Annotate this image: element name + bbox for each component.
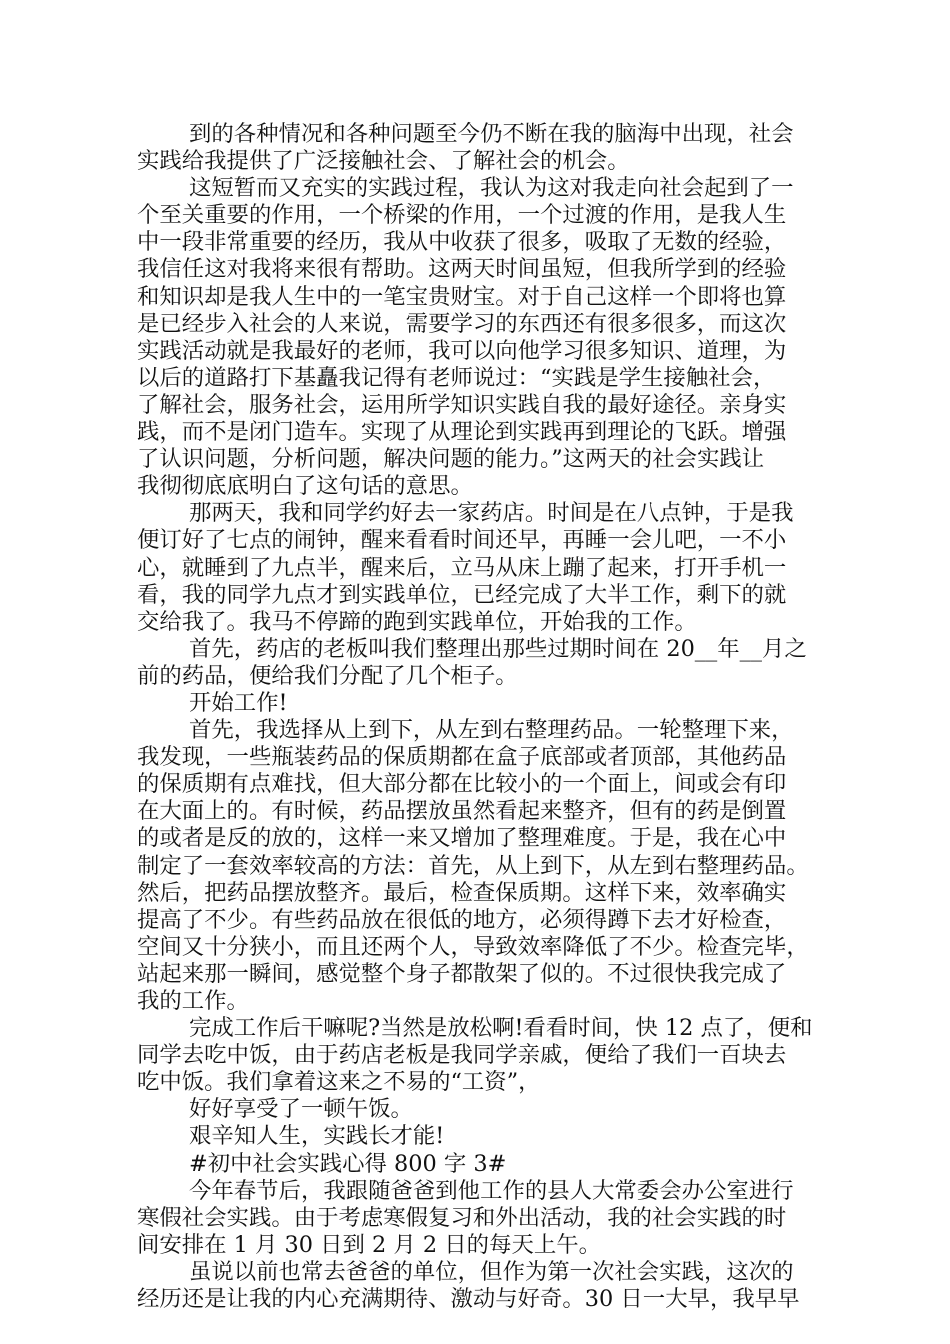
text-line: 看，我的同学九点才到实践单位，已经完成了大半工作，剩下的就: [137, 581, 787, 608]
text-line: 在大面上的。有时候，药品摆放虽然看起来整齐，但有的药是倒置: [137, 798, 787, 825]
text-line: 站起来那一瞬间，感觉整个身子都散架了似的。不过很快我完成了: [137, 960, 787, 987]
text-line: 艰辛知人生，实践长才能!: [189, 1123, 445, 1150]
text-line: 实践给我提供了广泛接触社会、了解社会的机会。: [137, 148, 630, 175]
text-line: 我信任这对我将来很有帮助。这两天时间虽短，但我所学到的经验: [137, 256, 787, 283]
text-line: 中一段非常重要的经历，我从中收获了很多，吸取了无数的经验，: [137, 229, 787, 256]
text-line: 了认识问题，分析问题，解决问题的能力。”这两天的社会实践让: [137, 446, 765, 473]
text-line: 的保质期有点难找，但大部分都在比较小的一个面上，间或会有印: [137, 771, 787, 798]
text-line: 虽说以前也常去爸爸的单位，但作为第一次社会实践，这次的: [189, 1258, 794, 1285]
text-line: #初中社会实践心得 800 字 3#: [189, 1150, 507, 1177]
text-line: 的或者是反的放的，这样一来又增加了整理难度。于是，我在心中: [137, 825, 787, 852]
text-line: 首先，药店的老板叫我们整理出那些过期时间在 20__年__月之: [189, 635, 807, 662]
text-line: 便订好了七点的闹钟，醒来看看时间还早，再睡一会儿吧，一不小: [137, 527, 787, 554]
text-line: 提高了不少。有些药品放在很低的地方，必须得蹲下去才好检查，: [137, 906, 787, 933]
text-line: 间安排在 1 月 30 日到 2 月 2 日的每天上午。: [137, 1231, 602, 1258]
text-line: 我发现，一些瓶装药品的保质期都在盒子底部或者顶部，其他药品: [137, 744, 787, 771]
text-line: 个至关重要的作用，一个桥梁的作用，一个过渡的作用，是我人生: [137, 202, 787, 229]
document-page: [137, 121, 821, 1313]
text-line: 和知识却是我人生中的一笔宝贵财宝。对于自己这样一个即将也算: [137, 283, 787, 310]
text-line: 那两天，我和同学约好去一家药店。时间是在八点钟，于是我: [189, 500, 794, 527]
text-line: 空间又十分狭小，而且还两个人，导致效率降低了不少。检查完毕，: [137, 933, 809, 960]
text-line: 制定了一套效率较高的方法：首先，从上到下，从左到右整理药品。: [137, 852, 809, 879]
text-line: 寒假社会实践。由于考虑寒假复习和外出活动，我的社会实践的时: [137, 1204, 787, 1231]
text-line: 前的药品，便给我们分配了几个柜子。: [137, 662, 518, 689]
text-line: 吃中饭。我们拿着这来之不易的“工资”，: [137, 1069, 541, 1096]
text-line: 经历还是让我的内心充满期待、激动与好奇。30 日一大早，我早早: [137, 1286, 800, 1313]
text-line: 到的各种情况和各种问题至今仍不断在我的脑海中出现，社会: [189, 121, 794, 147]
text-line: 践，而不是闭门造车。实现了从理论到实践再到理论的飞跃。增强: [137, 419, 787, 446]
text-line: 我彻彻底底明白了这句话的意思。: [137, 473, 473, 500]
text-line: 心，就睡到了九点半，醒来后，立马从床上蹦了起来，打开手机一: [137, 554, 787, 581]
text-line: 这短暂而又充实的实践过程，我认为这对我走向社会起到了一: [189, 175, 794, 202]
text-line: 首先，我选择从上到下，从左到右整理药品。一轮整理下来，: [189, 717, 794, 744]
text-line: 以后的道路打下基矗我记得有老师说过：“实践是学生接触社会，: [137, 364, 776, 391]
text-line: 实践活动就是我最好的老师，我可以向他学习很多知识、道理，为: [137, 337, 787, 364]
text-line: 同学去吃中饭，由于药店老板是我同学亲戚，便给了我们一百块去: [137, 1042, 787, 1069]
text-line: 是已经步入社会的人来说，需要学习的东西还有很多很多，而这次: [137, 310, 787, 337]
text-line: 交给我了。我马不停蹄的跑到实践单位，开始我的工作。: [137, 608, 697, 635]
text-line: 然后，把药品摆放整齐。最后，检查保质期。这样下来，效率确实: [137, 879, 787, 906]
text-line: 完成工作后干嘛呢?当然是放松啊!看看时间，快 12 点了，便和: [189, 1015, 813, 1042]
text-line: 今年春节后，我跟随爸爸到他工作的县人大常委会办公室进行: [189, 1177, 794, 1204]
text-line: 好好享受了一顿午饭。: [189, 1096, 413, 1123]
text-line: 了解社会，服务社会，运用所学知识实践自我的最好途径。亲身实: [137, 391, 787, 418]
text-line: 我的工作。: [137, 988, 249, 1014]
text-line: 开始工作!: [189, 689, 288, 716]
